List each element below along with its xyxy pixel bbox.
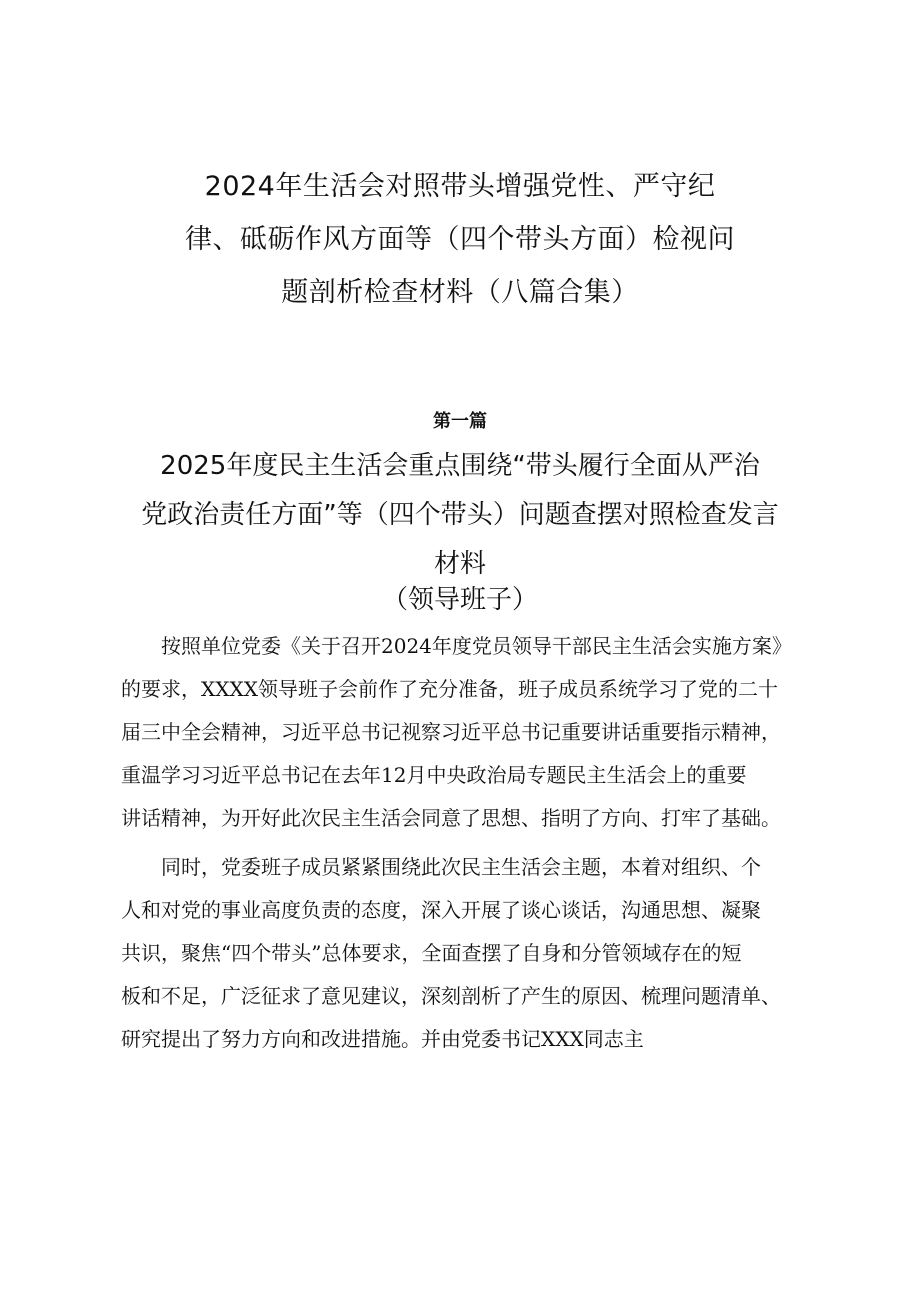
paragraph-line: 届三中全会精神，习近平总书记视察习近平总书记重要讲话重要指示精神， [121, 720, 781, 744]
document-title-line: 律、砥砺作风方面等（四个带头方面）检视问 [185, 224, 735, 255]
paragraph-line: 板和不足，广泛征求了意见建议，深刻剖析了产生的原因、梳理问题清单、 [121, 984, 781, 1008]
document-title-line: 2024年生活会对照带头增强党性、严守纪 [204, 171, 716, 202]
paragraph-line: 人和对党的事业高度负责的态度，深入开展了谈心谈话，沟通思想、凝聚 [121, 898, 761, 922]
section-label: 第一篇 [433, 411, 487, 432]
section-title [110, 442, 810, 589]
section-subtitle: （领导班子） [381, 585, 538, 615]
document-title-line: 题剖析检查材料（八篇合集） [281, 277, 639, 308]
paragraph-line: 按照单位党委《关于召开2024年度党员领导干部民主生活会实施方案》 [121, 634, 792, 658]
section-title-line: 2025年度民主生活会重点围绕“带头履行全面从严治 [160, 451, 760, 481]
paragraph-line: 共识，聚焦“四个带头”总体要求，全面查摆了自身和分管领域存在的短 [121, 941, 742, 965]
body-paragraph-2 [121, 846, 821, 1061]
document-title [130, 160, 790, 319]
paragraph-line: 重温学习习近平总书记在去年12月中央政治局专题民主生活会上的重要 [121, 763, 747, 787]
body-paragraph-1 [121, 625, 821, 840]
paragraph-line: 的要求，XXXX领导班子会前作了充分准备，班子成员系统学习了党的二十 [121, 677, 778, 701]
section-title-line: 党政治责任方面”等（四个带头）问题查摆对照检查发言 [141, 500, 779, 530]
paragraph-line: 讲话精神，为开好此次民主生活会同意了思想、指明了方向、打牢了基础。 [121, 806, 781, 830]
paragraph-line: 同时，党委班子成员紧紧围绕此次民主生活会主题，本着对组织、个 [121, 855, 761, 879]
section-title-line: 材料 [433, 549, 486, 579]
paragraph-line: 研究提出了努力方向和改进措施。并由党委书记XXX同志主 [121, 1027, 644, 1051]
